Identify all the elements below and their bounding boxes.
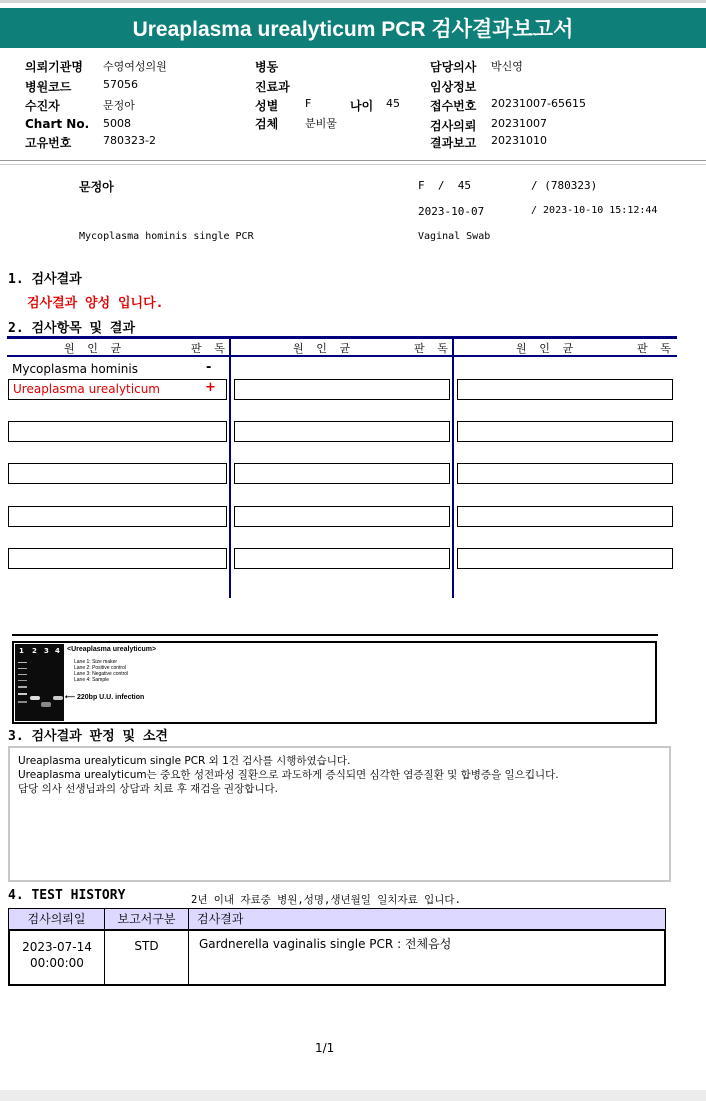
gel-lane-3: 3 bbox=[44, 647, 49, 655]
value-report-date: 20231010 bbox=[491, 134, 547, 147]
findings-line: Ureaplasma urealyticum single PCR 외 1건 검사를 시행하였습니다. bbox=[18, 755, 351, 767]
section4-heading: 4. TEST HISTORY bbox=[8, 888, 126, 903]
col-header-pathogen: 원 인 균 bbox=[64, 342, 125, 355]
gel-band bbox=[18, 701, 27, 703]
summary-date-reported: / 2023-10-10 15:12:44 bbox=[531, 205, 658, 216]
gel-band bbox=[18, 680, 27, 681]
result-cell bbox=[8, 463, 227, 484]
section2-heading: 2. 검사항목 및 결과 bbox=[8, 321, 136, 336]
summary-date-received: 2023-10-07 bbox=[418, 205, 485, 218]
col-header-pathogen: 원 인 균 bbox=[516, 342, 577, 355]
findings-text bbox=[18, 754, 559, 796]
label-age: 나이 bbox=[350, 99, 374, 113]
history-col-header: 검사결과 bbox=[188, 908, 666, 930]
result-cell bbox=[457, 463, 673, 484]
result-row-1-name: Mycoplasma hominis bbox=[12, 362, 138, 376]
history-type-cell: STD bbox=[104, 929, 189, 986]
arrow-left-icon: ⟵ bbox=[65, 694, 76, 701]
result-cell bbox=[8, 379, 227, 400]
gel-band bbox=[18, 668, 27, 669]
gel-image bbox=[15, 644, 64, 721]
value-patient: 문정아 bbox=[103, 99, 135, 112]
col-header-pathogen: 원 인 균 bbox=[293, 342, 354, 355]
header-info bbox=[0, 52, 706, 152]
report-title: Ureaplasma urealyticum PCR 검사결과보고서 bbox=[0, 8, 706, 48]
label-ward: 병동 bbox=[255, 60, 279, 74]
label-receipt-no: 접수번호 bbox=[430, 99, 477, 113]
history-date: 2023-07-14 bbox=[22, 940, 92, 954]
section1-result: 검사결과 양성 입니다. bbox=[27, 296, 164, 311]
result-cell bbox=[234, 506, 450, 527]
gel-legend-line: Lane 4: Sample bbox=[74, 677, 110, 683]
label-doctor: 담당의사 bbox=[430, 60, 477, 74]
findings-line: Ureaplasma urealyticum는 중요한 성전파성 질환으로 과도하게 증식되면 심각한 염증질환 및 합병증을 일으킵니다. bbox=[18, 769, 559, 781]
result-cell bbox=[457, 421, 673, 442]
value-hospital-code: 57056 bbox=[103, 78, 138, 91]
result-cell bbox=[457, 506, 673, 527]
grid-top-line bbox=[7, 336, 677, 339]
summary-id: / (780323) bbox=[531, 179, 598, 192]
divider bbox=[0, 160, 706, 161]
gel-band bbox=[18, 662, 27, 663]
results-grid bbox=[0, 336, 706, 598]
summary-name: 문정아 bbox=[79, 180, 114, 194]
result-cell bbox=[8, 421, 227, 442]
gel-band-label: 220bp U.U. infection bbox=[77, 694, 145, 701]
gel-band bbox=[18, 686, 27, 688]
divider bbox=[0, 164, 706, 165]
result-cell bbox=[457, 379, 673, 400]
label-department: 진료과 bbox=[255, 80, 290, 94]
value-unique-no: 780323-2 bbox=[103, 134, 156, 147]
gel-legend bbox=[74, 659, 128, 683]
grid-divider bbox=[452, 336, 454, 598]
gel-band bbox=[30, 696, 40, 700]
label-chart-no: Chart No. bbox=[25, 117, 90, 131]
gel-lane-2: 2 bbox=[32, 647, 37, 655]
value-request-date: 20231007 bbox=[491, 117, 547, 130]
gel-band bbox=[41, 702, 51, 707]
history-note: 2년 이내 자료중 병원,성명,생년월일 일치자료 입니다. bbox=[191, 894, 461, 906]
result-cell bbox=[457, 548, 673, 569]
value-institution: 수영여성의원 bbox=[103, 60, 167, 73]
gel-top-rule bbox=[12, 634, 658, 636]
gel-legend-line: Lane 3: Negative control bbox=[74, 671, 129, 677]
col-header-judge: 판 독 bbox=[191, 342, 228, 355]
result-row-2-name: Ureaplasma urealyticum bbox=[13, 382, 160, 396]
label-clinical-info: 임상정보 bbox=[430, 80, 477, 94]
gel-band-annotation bbox=[65, 693, 144, 701]
gel-lane-4: 4 bbox=[55, 647, 60, 655]
history-col-header: 검사의뢰일 bbox=[8, 908, 105, 930]
value-receipt-no: 20231007-65615 bbox=[491, 97, 586, 110]
gel-legend-line: Lane 2: Positive control bbox=[74, 665, 126, 671]
result-cell bbox=[234, 548, 450, 569]
col-header-judge: 판 독 bbox=[414, 342, 451, 355]
value-sex: F bbox=[305, 97, 312, 110]
bottom-border bbox=[0, 1090, 706, 1101]
gel-legend-line: Lane 1: Size maker bbox=[74, 659, 118, 665]
label-sex: 성별 bbox=[255, 99, 279, 113]
gel-band bbox=[18, 693, 27, 695]
label-specimen: 검체 bbox=[255, 117, 279, 131]
history-table bbox=[8, 908, 666, 986]
history-date-cell bbox=[8, 929, 105, 986]
result-row-2-judge: + bbox=[205, 380, 216, 395]
value-age: 45 bbox=[386, 97, 400, 110]
value-chart-no: 5008 bbox=[103, 117, 131, 130]
gel-title: <Ureaplasma urealyticum> bbox=[67, 646, 157, 653]
page-number: 1/1 bbox=[315, 1041, 335, 1055]
result-cell bbox=[234, 421, 450, 442]
label-unique-no: 고유번호 bbox=[25, 136, 72, 150]
result-cell bbox=[234, 463, 450, 484]
result-cell bbox=[8, 506, 227, 527]
history-col-header: 보고서구분 bbox=[104, 908, 189, 930]
label-report-date: 결과보고 bbox=[430, 136, 477, 150]
value-doctor: 박신영 bbox=[491, 60, 523, 73]
label-hospital-code: 병원코드 bbox=[25, 80, 72, 94]
result-cell bbox=[8, 548, 227, 569]
top-border bbox=[0, 0, 706, 3]
findings-box bbox=[8, 746, 671, 882]
label-patient: 수진자 bbox=[25, 99, 60, 113]
col-header-judge: 판 독 bbox=[637, 342, 674, 355]
gel-band bbox=[53, 696, 63, 700]
gel-lane-1: 1 bbox=[19, 647, 24, 655]
section3-heading: 3. 검사결과 판정 및 소견 bbox=[8, 729, 168, 744]
label-institution: 의뢰기관명 bbox=[25, 60, 83, 74]
value-specimen: 분비물 bbox=[305, 117, 337, 130]
history-time: 00:00:00 bbox=[30, 956, 84, 970]
summary-test-name: Mycoplasma hominis single PCR bbox=[79, 231, 254, 242]
result-cell bbox=[234, 379, 450, 400]
label-request-date: 검사의뢰 bbox=[430, 119, 477, 133]
gel-band bbox=[18, 674, 27, 675]
gel-image-frame bbox=[12, 641, 657, 724]
result-row-1-judge: - bbox=[206, 360, 212, 375]
summary-specimen: Vaginal Swab bbox=[418, 231, 491, 242]
findings-line: 담당 의사 선생님과의 상담과 치료 후 재검을 권장합니다. bbox=[18, 783, 278, 795]
history-result-cell: Gardnerella vaginalis single PCR : 전체음성 bbox=[188, 929, 666, 986]
grid-divider bbox=[229, 336, 231, 598]
summary-sex-age: F / 45 bbox=[418, 179, 471, 192]
section1-heading: 1. 검사결과 bbox=[8, 272, 82, 287]
